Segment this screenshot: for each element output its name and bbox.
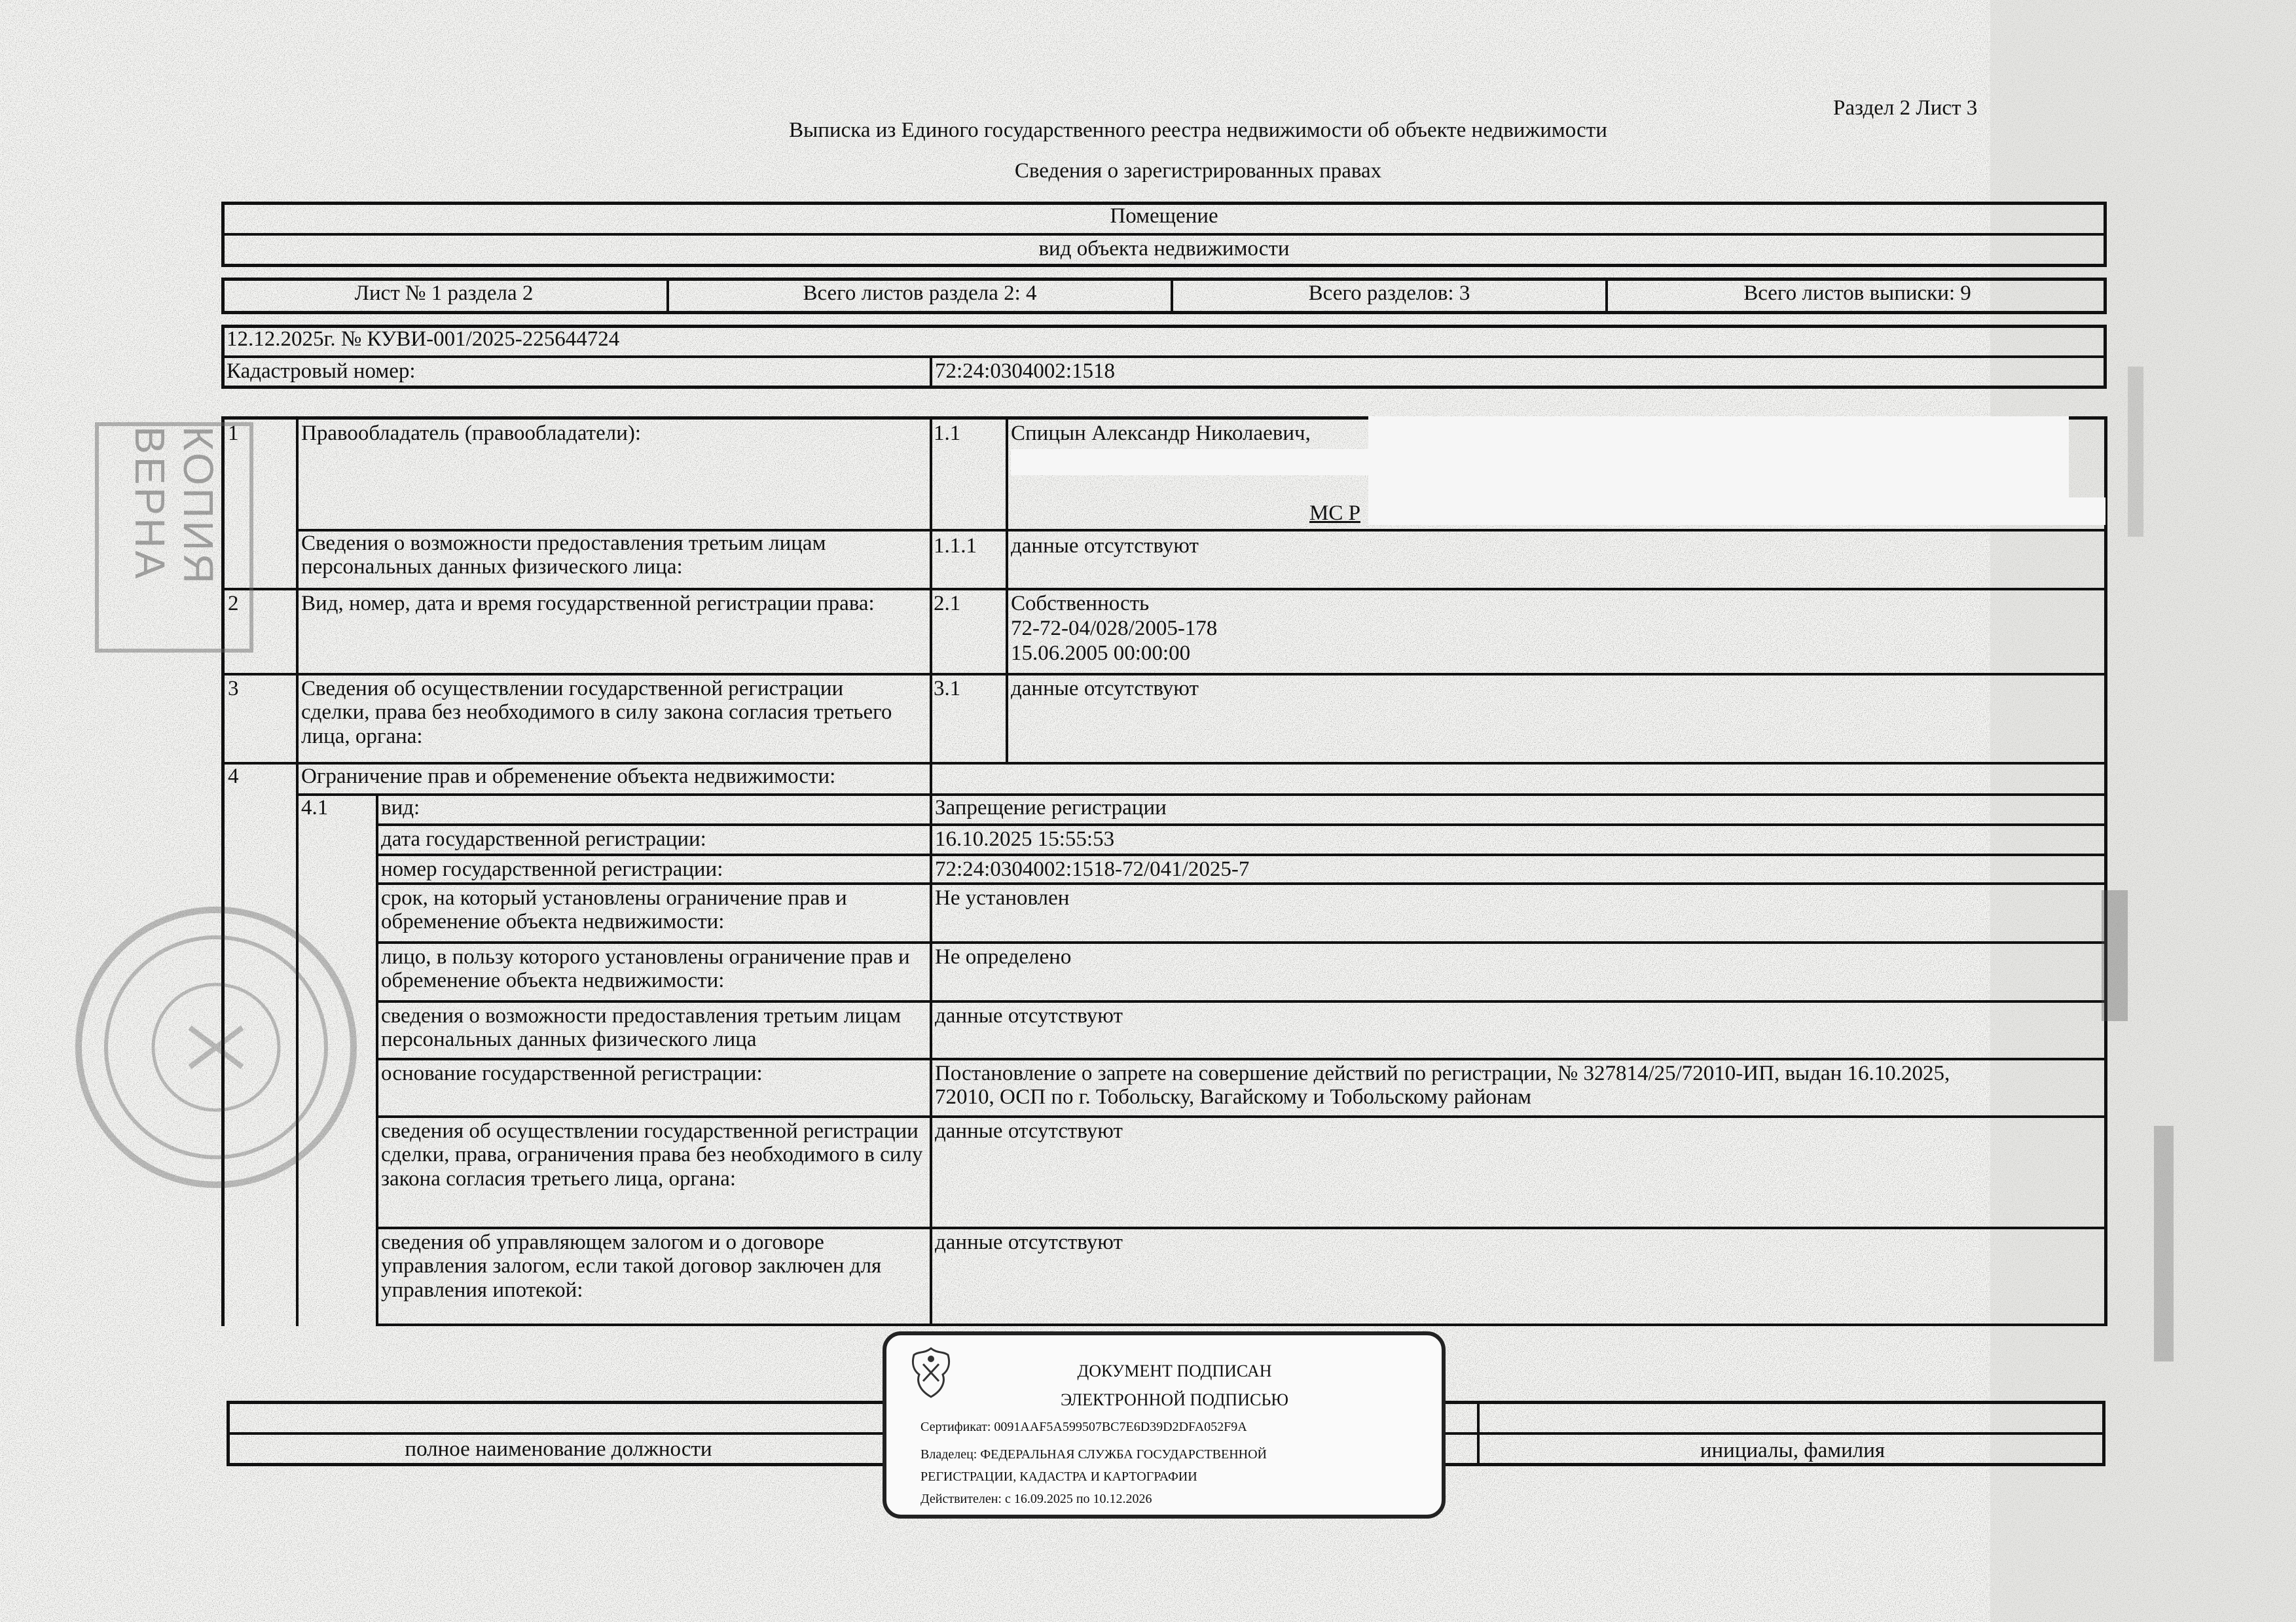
sections-total: Всего разделов: 3	[1308, 281, 1470, 305]
row11-label: Сведения о возможности предоставления третьим лицам персональных данных физического лица:	[301, 532, 826, 579]
name-caption: инициалы, фамилия	[1700, 1439, 1886, 1462]
row2-value-type: Собственность	[1011, 592, 1150, 615]
row2-value-date: 15.06.2005 00:00:00	[1011, 641, 1191, 665]
enc-label: номер государственной регистрации:	[381, 857, 723, 881]
row2-value-number: 72-72-04/028/2005-178	[1011, 617, 1218, 640]
enc-label: срок, на который установлены ограничение прав и обременение объекта недвижимости:	[381, 886, 847, 934]
position-caption: полное наименование должности	[405, 1437, 712, 1461]
enc-label: лицо, в пользу которого установлены ограничение прав и обременение объекта недвижимости:	[381, 945, 910, 993]
enc-label: сведения об осуществлении государственной регистрации сделки, права, ограничения права без необходимого в силу закона согласия третьего лица, органа:	[381, 1119, 923, 1191]
sheet-number: Лист № 1 раздела 2	[354, 281, 534, 305]
cadastral-label: Кадастровый номер:	[227, 359, 416, 383]
enc-label: основание государственной регистрации:	[381, 1062, 763, 1085]
enc-value: данные отсутствуют	[935, 1004, 1123, 1028]
row2-number: 2	[228, 592, 239, 615]
scan-smudges	[1964, 0, 2296, 1622]
enc-value: Не определено	[935, 945, 1072, 969]
enc-value: данные отсутствуют	[935, 1231, 1123, 1254]
row11-value: данные отсутствуют	[1011, 534, 1199, 558]
enc-label: сведения об управляющем залогом и о договоре управления залогом, если такой договор заключен для управления ипотекой:	[381, 1231, 882, 1302]
row1-number: 1	[228, 422, 239, 445]
row4-label: Ограничение прав и обременение объекта недвижимости:	[301, 765, 836, 788]
enc-value: данные отсутствуют	[935, 1119, 1123, 1143]
round-seal-icon	[65, 897, 367, 1198]
e-signature-stamp	[883, 1331, 1446, 1519]
enc-value: Запрещение регистрации	[935, 796, 1167, 820]
sig-line1: ДОКУМЕНТ ПОДПИСАН	[1077, 1361, 1272, 1380]
row1-value: Спицын Александр Николаевич,	[1011, 422, 1311, 445]
sheets-in-section: Всего листов раздела 2: 4	[803, 281, 1037, 305]
row2-sub: 2.1	[934, 592, 961, 615]
object-kind-caption: вид объекта недвижимости	[1038, 237, 1290, 261]
document-subtitle: Сведения о зарегистрированных правах	[1014, 159, 1382, 183]
doc-ref: 12.12.2025г. № КУВИ-001/2025-225644724	[227, 327, 620, 351]
row1-label: Правообладатель (правообладатели):	[301, 422, 642, 445]
row1-value-cut: МС Р	[1309, 501, 1360, 525]
document-title: Выписка из Единого государственного реестра недвижимости об объекте недвижимости	[789, 118, 1607, 142]
emblem-icon	[905, 1344, 957, 1401]
enc-label: сведения о возможности предоставления третьим лицам персональных данных физического лица	[381, 1004, 902, 1052]
row3-label: Сведения об осуществлении государственной регистрации сделки, права без необходимого в силу закона согласия третьего лица, органа:	[301, 677, 892, 748]
enc-label: вид:	[381, 796, 420, 820]
row4-sub: 4.1	[301, 796, 329, 820]
row3-value: данные отсутствуют	[1011, 677, 1199, 700]
sig-line2: ЭЛЕКТРОННОЙ ПОДПИСЬЮ	[1061, 1390, 1288, 1409]
row3-sub: 3.1	[934, 677, 961, 700]
sig-owner1: Владелец: ФЕДЕРАЛЬНАЯ СЛУЖБА ГОСУДАРСТВЕННОЙ	[920, 1447, 1267, 1462]
row1-sub: 1.1	[934, 422, 961, 445]
row2-label: Вид, номер, дата и время государственной регистрации права:	[301, 592, 875, 615]
row11-sub: 1.1.1	[934, 534, 977, 558]
section-sheet-label: Раздел 2 Лист 3	[1833, 96, 1978, 120]
enc-value: 16.10.2025 15:55:53	[935, 827, 1115, 851]
redaction-owner-line2	[1011, 449, 1377, 475]
sig-owner2: РЕГИСТРАЦИИ, КАДАСТРА И КАРТОГРАФИИ	[920, 1469, 1197, 1484]
sig-valid: Действителен: с 16.09.2025 по 10.12.2026	[920, 1492, 1152, 1506]
enc-label: дата государственной регистрации:	[381, 827, 706, 851]
enc-value: 72:24:0304002:1518-72/041/2025-7	[935, 857, 1250, 881]
object-kind: Помещение	[1110, 204, 1218, 228]
row3-number: 3	[228, 677, 239, 700]
copy-stamp: КОПИЯ ВЕРНА	[95, 422, 253, 653]
enc-value: Постановление о запрете на совершение действий по регистрации, № 327814/25/72010-ИП, выдан 16.10.2025, 72010, ОСП по г. Тобольску, Вагайскому и Тобольскому районам	[935, 1062, 1950, 1109]
sig-cert: Сертификат: 0091AAF5A599507BC7E6D39D2DFA052F9A	[920, 1420, 1247, 1434]
cadastral-number: 72:24:0304002:1518	[935, 359, 1116, 383]
sheets-total: Всего листов выписки: 9	[1743, 281, 1971, 305]
enc-value: Не установлен	[935, 886, 1070, 910]
row4-number: 4	[228, 765, 239, 788]
